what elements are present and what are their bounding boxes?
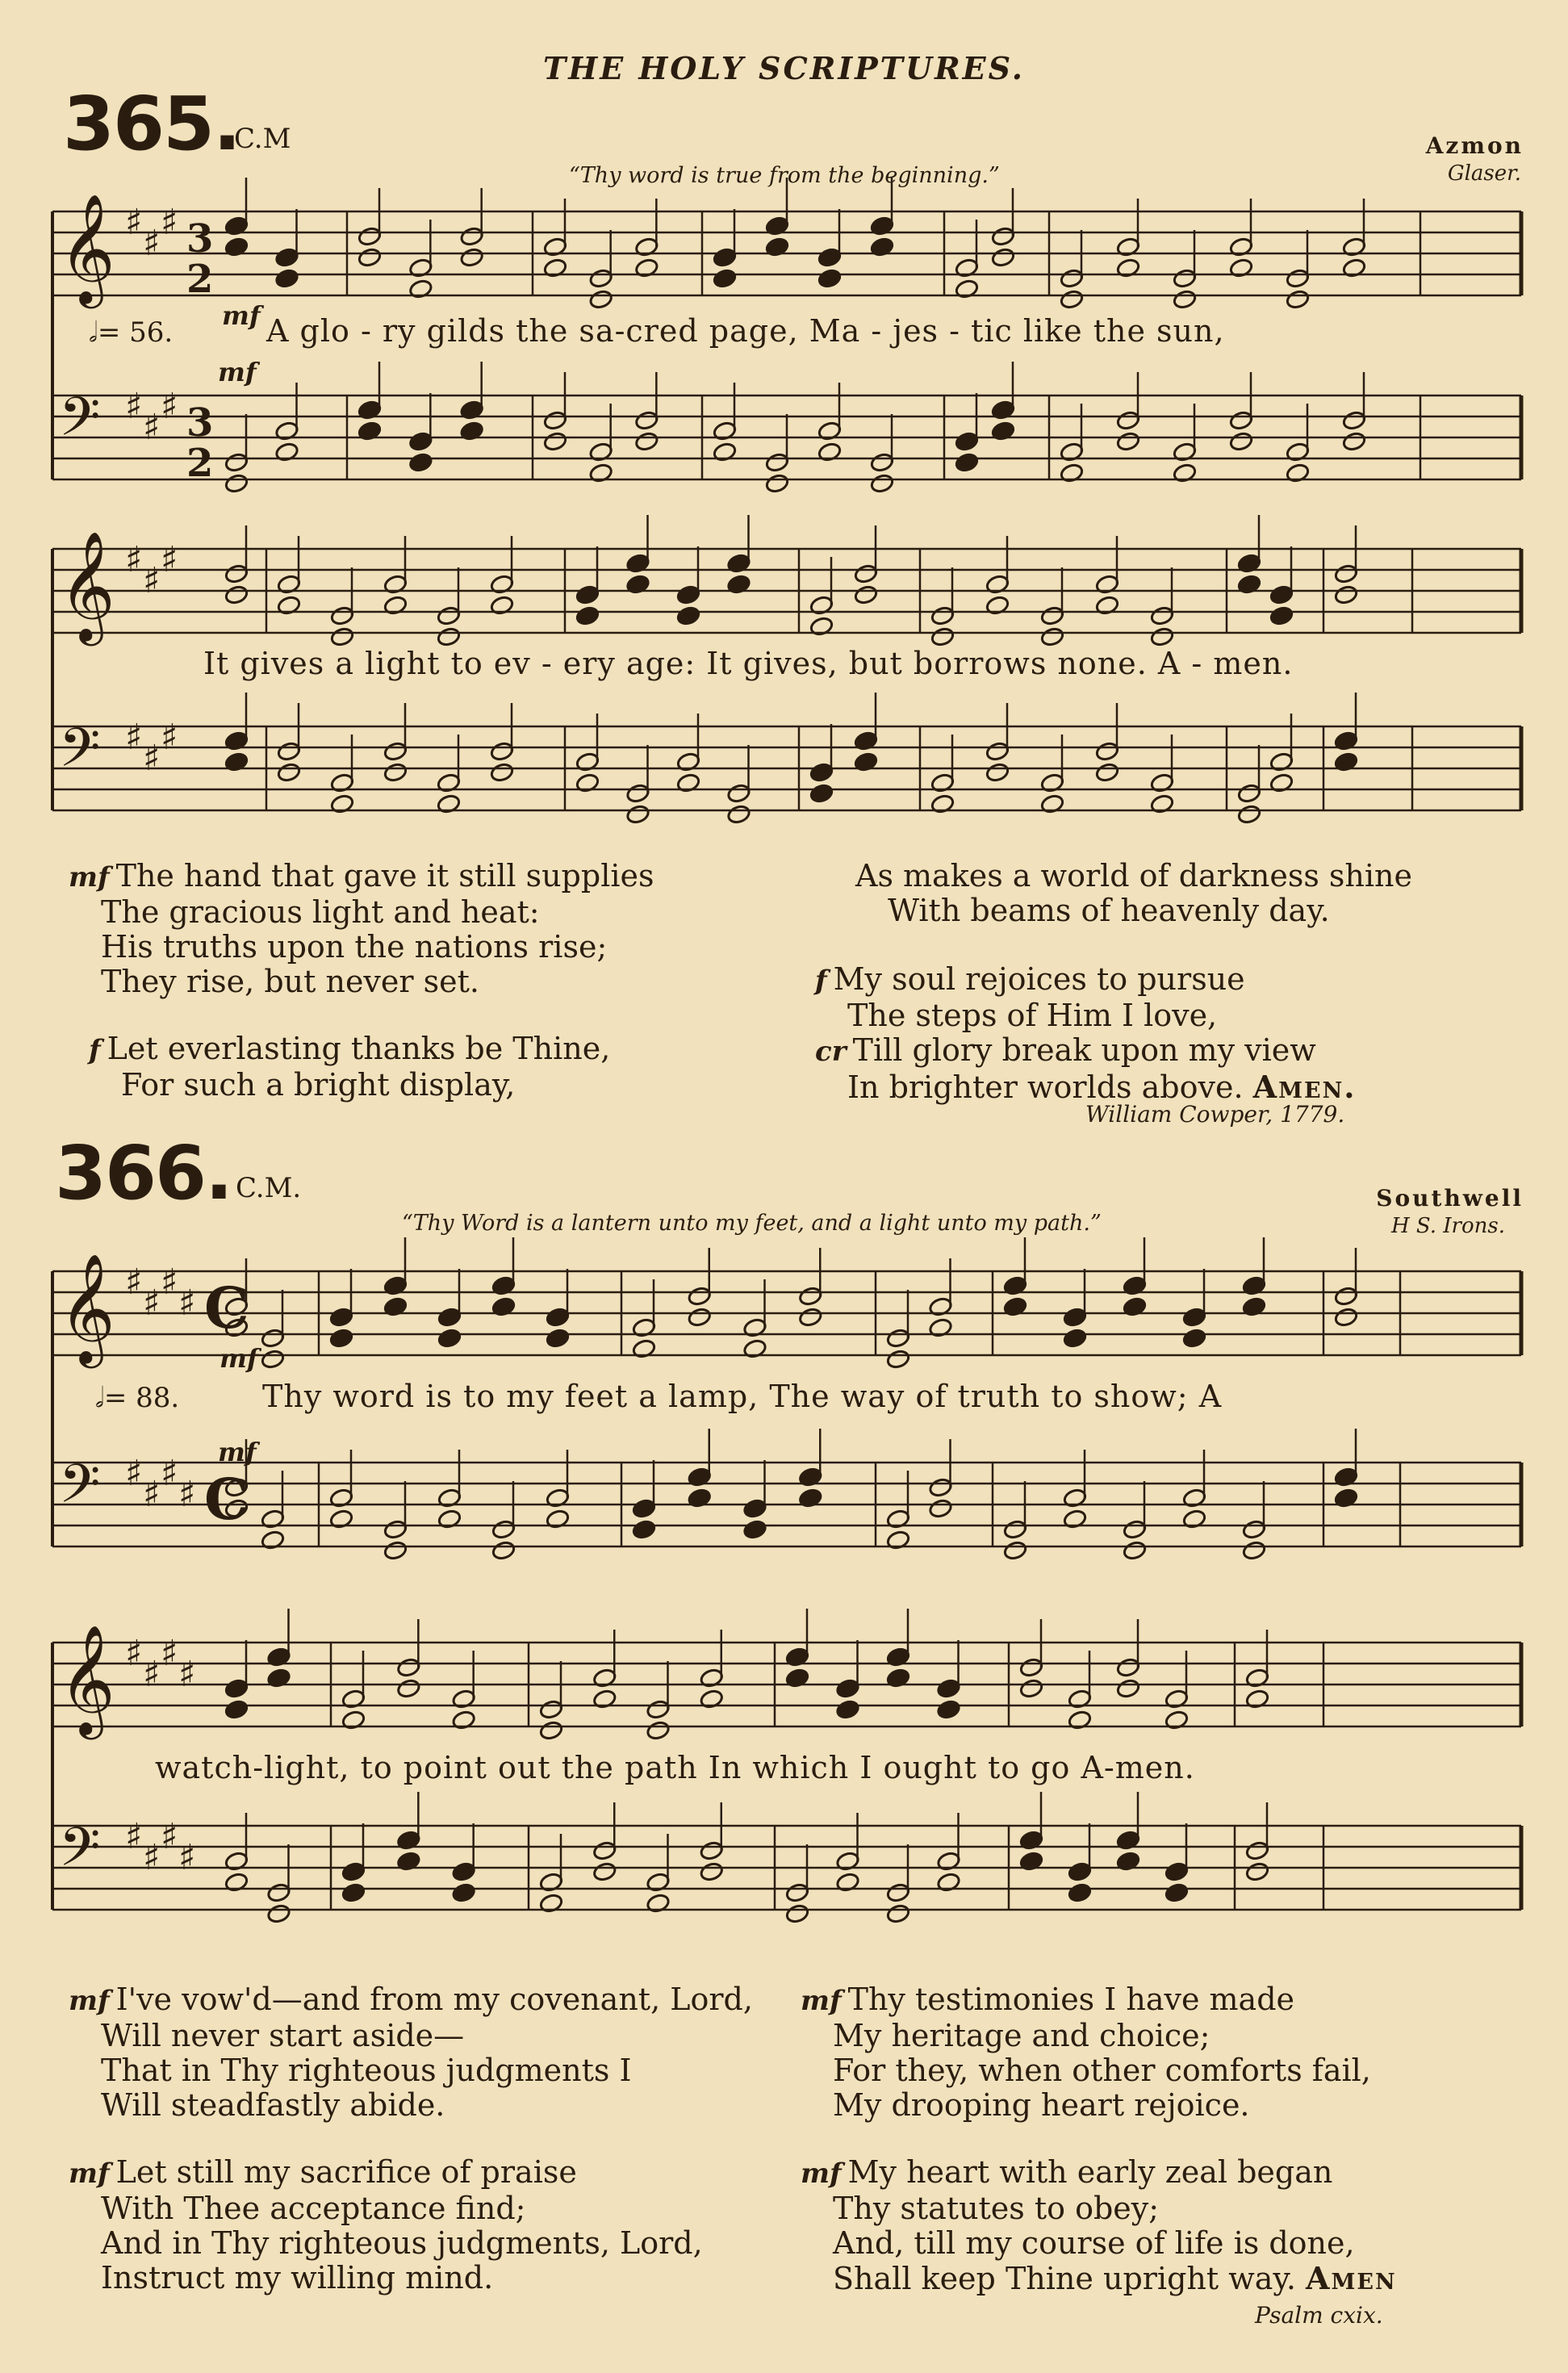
note-head [1063,1307,1088,1328]
verse-line: With beams of heavenly day. [888,893,1330,928]
sharp-icon: ♯ [161,1633,178,1674]
sharp-icon: ♯ [125,1453,143,1494]
note-head [742,1519,767,1540]
note-head [646,1699,671,1720]
verse-line: The steps of Him I love, [847,998,1218,1033]
treble-clef-icon: 𝄞 [59,192,115,303]
note-head [625,783,650,804]
note-head [854,584,879,605]
verse-line: My heritage and choice; [833,2018,1210,2053]
sharp-icon: ♯ [125,1816,143,1857]
note-head [713,247,738,268]
sharp-icon: ♯ [143,1283,161,1324]
epigraph: “Thy word is true from the beginning.” [569,163,1000,188]
note-head [459,226,484,247]
note-head [274,268,299,289]
tempo-value: = 88. [103,1382,180,1414]
note-head [726,783,751,804]
running-head: THE HOLY SCRIPTURES. [543,50,1025,86]
note-head [575,584,600,605]
note-head [341,1882,366,1903]
common-time-icon: C [204,1274,249,1341]
hymn-number: 365. [63,81,240,167]
note-head [383,741,408,762]
note-head [928,1498,953,1519]
verse [89,1032,610,1103]
note-head [991,226,1016,247]
sharp-icon: ♯ [125,386,143,427]
verse [69,2155,703,2296]
verse-dynamic: mf [801,2157,842,2190]
lyric-line: watch-light, to point out the path In which I ought to go A-men. [155,1750,1195,1785]
note-head [266,1882,291,1903]
note-head [854,563,879,584]
note-head [1165,1861,1190,1882]
note-head [224,1678,249,1699]
note-head [1068,1861,1093,1882]
tune-name: Southwell [1376,1185,1524,1212]
sharp-icon: ♯ [125,1262,143,1303]
bass-clef-icon: 𝄢 [59,386,101,461]
verse-line: Thy testimonies I have made [847,1982,1295,2017]
note-head [1269,584,1294,605]
note-head [1068,1882,1093,1903]
verse-line: They rise, but never set. [101,964,479,999]
note-head [835,1678,860,1699]
note-head [1182,1307,1207,1328]
note-head [1003,1519,1028,1540]
verse-line: My drooping heart rejoice. [833,2087,1250,2123]
note-head [437,626,462,647]
note-head [809,762,834,783]
note-head [699,1861,724,1882]
note-head [817,247,843,268]
note-head [817,268,843,289]
note-head [886,1328,911,1349]
sharp-icon: ♯ [143,738,161,779]
note-head [358,247,383,268]
note-head [930,626,955,647]
note-head [383,1519,408,1540]
note-head [277,762,302,783]
sharp-icon: ♯ [161,202,178,243]
note-head [1229,410,1254,431]
note-head [588,268,613,289]
note-head [1123,1519,1148,1540]
note-head [1116,410,1141,431]
sharp-icon: ♯ [125,539,143,580]
note-head [546,1307,571,1328]
verse-dynamic: mf [69,861,110,894]
verse-line: In brighter worlds above. [847,1069,1244,1105]
treble-clef-icon: 𝄞 [59,1623,115,1735]
note-head [1116,1678,1141,1699]
sharp-icon: ♯ [143,1837,161,1878]
note-head [930,605,955,626]
note-head [277,741,302,762]
note-head [539,1699,564,1720]
lyric-line: A glo - ry gilds the sa-cred page, Ma - jes - tic like the sun, [266,313,1225,349]
time-signature: 3 [186,400,214,446]
note-head [408,431,433,452]
verse-line: The gracious light and heat: [101,894,540,930]
note-head [1040,626,1065,647]
verse-dynamic: f [89,1034,101,1066]
note-head [1229,431,1254,452]
note-head [676,605,701,626]
verse [801,1982,1371,2123]
note-head [936,1678,961,1699]
note-head [341,1861,366,1882]
note-head [634,410,659,431]
note-head [1342,410,1367,431]
verse-line: Shall keep Thine upright way. [833,2261,1296,2296]
note-head [1095,741,1120,762]
note-head [1237,783,1262,804]
note-head [330,605,355,626]
bass-clef-icon: 𝄢 [59,717,101,792]
bass-clef-icon: 𝄢 [59,1816,101,1891]
dynamic-marking: mf [218,357,257,387]
note-head [459,247,484,268]
note-head [1245,1840,1270,1861]
amen: Amen. [1252,1069,1357,1105]
hymn-meter: C.M. [236,1172,302,1204]
verse [801,2155,1397,2296]
dynamic-marking: mf [218,1437,257,1467]
verse-line: With Thee acceptance find; [101,2191,526,2226]
note-head [886,1882,911,1903]
note-head [588,289,613,310]
time-signature: 2 [186,257,214,302]
note-head [575,605,600,626]
note-head [1286,289,1311,310]
verse [815,962,1356,1105]
note-head [928,1477,953,1498]
verse-line: His truths upon the nations rise; [101,929,608,965]
note-head [632,1498,657,1519]
tempo-value: = 56. [97,316,174,349]
note-head [955,431,980,452]
note-head [835,1699,860,1720]
note-head [1242,1540,1267,1561]
hymn-meter: C.M [234,123,291,155]
dynamic-marking: mf [220,1343,258,1374]
verse-line: Will steadfastly abide. [101,2087,445,2123]
note-head [261,1349,286,1370]
verse-line: The hand that gave it still supplies [115,858,654,894]
note-head [592,1861,617,1882]
note-head [809,783,834,804]
note-head [490,741,515,762]
note-head [383,762,408,783]
note-head [491,1519,516,1540]
verse-line: My soul rejoices to pursue [833,961,1245,997]
note-head [261,1328,286,1349]
verse-line: Instruct my willing mind. [101,2260,494,2296]
note-head [632,1519,657,1540]
lyric-line: Thy word is to my feet a lamp, The way of truth to show; A [262,1379,1223,1414]
verse-line: My heart with early zeal began [847,2154,1333,2190]
sharp-icon: ♯ [178,1283,196,1324]
note-head [634,431,659,452]
note-head [687,1286,712,1307]
note-head [1173,289,1198,310]
note-head [543,431,568,452]
note-head [1123,1540,1148,1561]
sharp-icon: ♯ [178,1654,196,1695]
note-head [451,1882,476,1903]
note-head [396,1678,421,1699]
note-head [437,1307,462,1328]
sharp-icon: ♯ [161,717,178,758]
note-head [1060,289,1085,310]
verse-line: I've vow'd—and from my covenant, Lord, [115,1982,753,2017]
note-head [1269,605,1294,626]
note-head [798,1286,823,1307]
common-time-icon: C [204,1466,249,1533]
verse-dynamic: cr [815,1036,847,1068]
verse-line: For such a bright display, [121,1067,516,1103]
sharp-icon: ♯ [143,560,161,601]
time-signature: 3 [186,216,214,262]
note-head [224,452,249,473]
verse-dynamic: mf [69,1985,110,2017]
note-head [625,804,650,825]
note-head [870,473,895,494]
note-head [798,1307,823,1328]
verse-line: And in Thy righteous judgments, Lord, [101,2225,703,2261]
verse-dynamic: mf [801,1985,842,2017]
verse-line: Will never start aside— [101,2018,465,2053]
sharp-icon: ♯ [178,1474,196,1515]
sharp-icon: ♯ [143,223,161,264]
note-head [1245,1861,1270,1882]
note-head [1003,1540,1028,1561]
note-head [383,1540,408,1561]
sharp-icon: ♯ [178,1837,196,1878]
note-head [408,452,433,473]
note-head [1063,1328,1088,1349]
note-head [1150,605,1175,626]
sharp-icon: ♯ [161,1262,178,1303]
note-head [224,563,249,584]
note-head [1182,1328,1207,1349]
note-head [742,1498,767,1519]
note-head [886,1903,911,1924]
note-head [1019,1678,1044,1699]
note-head [1334,1307,1359,1328]
note-head [1237,804,1262,825]
verse-line: That in Thy righteous judgments I [101,2053,632,2088]
note-head [1286,268,1311,289]
note-head [396,1657,421,1678]
verse [855,859,1412,928]
amen: Amen [1306,2260,1397,2296]
note-head [699,1840,724,1861]
half-note-icon: 𝅗𝅥 [89,316,98,349]
note-head [726,804,751,825]
sharp-icon: ♯ [161,1816,178,1857]
verse-line: Thy statutes to obey; [833,2191,1160,2226]
note-head [224,584,249,605]
note-head [765,452,790,473]
note-head [1116,1657,1141,1678]
composer: Glaser. [1447,161,1521,186]
sharp-icon: ♯ [143,1474,161,1515]
composer: H S. Irons. [1390,1214,1505,1238]
note-head [985,741,1010,762]
note-head [592,1840,617,1861]
verse-line: For they, when other comforts fail, [833,2053,1371,2088]
note-head [1150,626,1175,647]
note-head [1116,431,1141,452]
note-head [266,1903,291,1924]
note-head [1334,563,1359,584]
verse-line: Till glory break upon my view [852,1032,1316,1068]
hymn-author: William Cowper, 1779. [1085,1101,1345,1128]
note-head [785,1903,810,1924]
verse [69,1982,753,2123]
note-head [224,473,249,494]
tempo-marking [95,1382,179,1414]
verse-dynamic: f [815,965,827,997]
note-head [274,247,299,268]
sharp-icon: ♯ [161,539,178,580]
note-head [676,584,701,605]
note-head [224,1699,249,1720]
note-head [1173,268,1198,289]
note-head [785,1882,810,1903]
hymn-author: Psalm cxix. [1255,2302,1383,2329]
note-head [491,1540,516,1561]
sharp-icon: ♯ [161,386,178,427]
verse-line: And, till my course of life is done, [833,2225,1355,2261]
note-head [1334,1286,1359,1307]
hymn-number: 366. [55,1130,232,1216]
note-head [765,473,790,494]
note-head [329,1307,354,1328]
note-head [358,226,383,247]
sharp-icon: ♯ [143,407,161,448]
half-note-icon: 𝅗𝅥 [95,1382,104,1414]
sharp-icon: ♯ [143,1654,161,1695]
verse-dynamic: mf [69,2157,110,2190]
time-signature: 2 [186,441,214,486]
sharp-icon: ♯ [125,1633,143,1674]
note-head [1334,584,1359,605]
note-head [543,410,568,431]
treble-clef-icon: 𝄞 [59,1252,115,1363]
note-head [437,605,462,626]
lyric-line: It gives a light to ev - ery age: It gives, but borrows none. A - men. [203,646,1294,681]
note-head [1165,1882,1190,1903]
note-head [936,1699,961,1720]
verse-line: Let still my sacrifice of praise [115,2154,577,2190]
note-head [1040,605,1065,626]
note-head [1060,268,1085,289]
sharp-icon: ♯ [161,1453,178,1494]
note-head [539,1720,564,1741]
note-head [546,1328,571,1349]
note-head [1342,431,1367,452]
sharp-icon: ♯ [125,717,143,758]
note-head [329,1328,354,1349]
note-head [870,452,895,473]
note-head [330,626,355,647]
note-head [886,1349,911,1370]
note-head [955,452,980,473]
note-head [985,762,1010,783]
dynamic-marking: mf [222,300,261,331]
note-head [646,1720,671,1741]
sharp-icon: ♯ [125,202,143,243]
verse-line: Let everlasting thanks be Thine, [107,1031,611,1066]
verse [69,859,654,999]
note-head [437,1328,462,1349]
verse-line: As makes a world of darkness shine [855,858,1412,894]
note-head [991,247,1016,268]
note-head [451,1861,476,1882]
note-head [1019,1657,1044,1678]
note-head [1242,1519,1267,1540]
tempo-marking [89,316,173,349]
note-head [490,762,515,783]
note-head [713,268,738,289]
treble-clef-icon: 𝄞 [59,529,115,641]
note-head [687,1307,712,1328]
epigraph: “Thy Word is a lantern unto my feet, and a light unto my path.” [402,1211,1102,1236]
bass-clef-icon: 𝄢 [59,1453,101,1528]
note-head [1095,762,1120,783]
tune-name: Azmon [1425,132,1524,159]
